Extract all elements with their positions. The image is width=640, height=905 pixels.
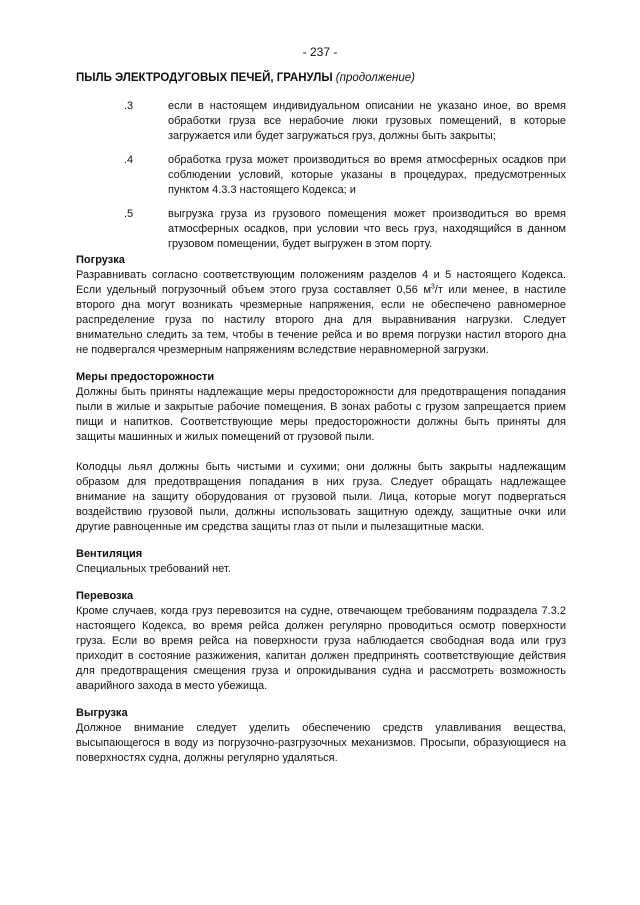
section-paragraph: Должное внимание следует уделить обеспечению средств улавливания вещества, высыпающегося в воду из погрузочно-разгрузочных механизмов. Просыпи, образующиеся на поверхностях судна, должны регулярно удаляться. [76,722,566,764]
list-item [76,207,566,252]
paragraph-text-after: /т или менее, в настиле второго дна могут возникать чрезмерные напряжения, если не обеспечено равномерное распределение груза по настилу второго дна для выравнивания нагрузки. Следует внимательно следить за тем, чтобы в течение рейса и во время погрузки настил второго дна не подвергался чрезмерным напряжениям вследствие неравномерной загрузки. [76,284,567,356]
section-loading [76,253,566,358]
document-title [76,71,566,86]
section-heading: Меры предосторожности [76,371,215,383]
item-text: обработка груза может производиться во время атмосферных осадков при соблюдении условий, которые указаны в процедурах, предусмотренных пунктом 4.3.3 настоящего Кодекса; и [168,154,566,196]
section-heading: Погрузка [76,254,125,266]
superscript: 3 [430,283,435,291]
section-heading: Вентиляция [76,548,143,560]
numbered-item-list [76,99,566,261]
section-paragraph: Колодцы льял должны быть чистыми и сухими; они должны быть закрыты надлежащим образом для предотвращения попадания в них груза. Следует обращать надлежащее внимание на защиту оборудования от грузовой пыли. Лица, которые могут подвергаться воздействию грузовой пыли, должны использовать защитную одежду, защитные очки или другие равноценные им средства защиты глаз от пыли и пылезащитные маски. [76,461,566,533]
item-number: .3 [124,100,134,112]
item-text: если в настоящем индивидуальном описании не указано иное, во время обработки груза все нерабочие люки грузовых помещений, в которые загружается или будет загружаться груз, должны быть закрыты; [168,100,566,142]
paragraph-text-before: Разравнивать согласно соответствующим положениям разделов 4 и 5 настоящего Кодекса. Если удельный погрузочный объем этого груза составляет 0,56 м [76,269,566,296]
item-text: выгрузка груза из грузового помещения может производиться во время атмосферных осадков, при условии что весь груз, находящийся в данном грузовом помещении, будет выгружен в этом порту. [168,208,566,250]
section-paragraph: Специальных требований нет. [76,563,231,575]
section-paragraph: Должны быть приняты надлежащие меры предосторожности для предотвращения попадания пыли в жилые и закрытые рабочие помещения. В зонах работы с грузом запрещается прием пищи и напитков. Соответствующие меры предосторожности должны быть приняты для защиты машинных и жилых помещений от грузовой пыли. [76,386,566,443]
section-ventilation [76,547,566,577]
section-carriage [76,589,566,694]
item-number: .5 [124,208,134,220]
list-item [76,99,566,144]
list-item [76,153,566,198]
title-main: ПЫЛЬ ЭЛЕКТРОДУГОВЫХ ПЕЧЕЙ, ГРАНУЛЫ [76,72,333,84]
document-sections [76,253,566,778]
section-heading: Выгрузка [76,707,128,719]
title-continuation: (продолжение) [335,72,415,84]
item-number: .4 [124,154,134,166]
section-precautions [76,370,566,535]
section-paragraph [76,268,566,358]
section-heading: Перевозка [76,590,134,602]
section-paragraph: Кроме случаев, когда груз перевозится на судне, отвечающем требованиям подраздела 7.3.2 настоящего Кодекса, во время рейса должен регулярно проводиться осмотр поверхности груза. Если во время рейса на поверхности груза наблюдается свободная вода или груз приходит в состояние разжижения, капитан должен предпринять соответствующие действия для предотвращения смещения груза и опрокидывания судна и рассмотреть возможность аварийного захода в место убежища. [76,605,566,692]
page-number: - 237 - [302,45,338,59]
section-discharge [76,706,566,766]
